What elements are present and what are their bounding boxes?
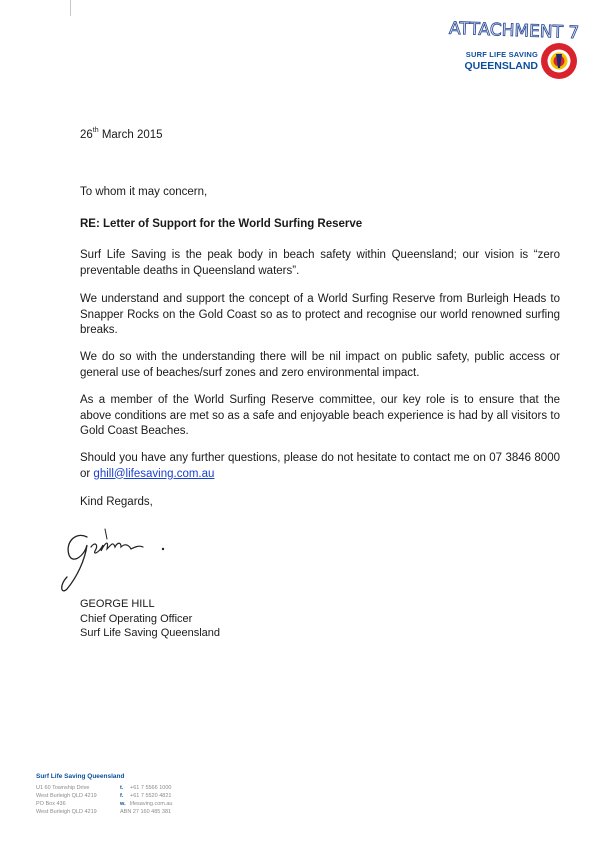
- website: lifesaving.com.au: [130, 801, 173, 807]
- address-line: West Burleigh QLD 4219: [36, 793, 97, 799]
- logo-wordmark: [450, 50, 538, 72]
- letterhead-footer: [36, 773, 236, 816]
- org-logo: [450, 42, 580, 82]
- web-label: w.: [120, 801, 126, 807]
- paragraph-support: We understand and support the concept of a World Surfing Reserve from Burleigh Heads to Snapper Rocks on the Gold Coast so as to protect and recognise our world renowned surfing breaks.: [80, 293, 560, 336]
- paragraph-contact: [80, 451, 560, 482]
- logo-line-2: QUEENSLAND: [464, 60, 538, 72]
- salutation: To whom it may concern,: [80, 186, 208, 198]
- signer-organisation: Surf Life Saving Queensland: [80, 627, 221, 639]
- footer-address: [36, 784, 120, 816]
- fax-number: +61 7 5520 4821: [130, 793, 172, 799]
- address-line: PO Box 436: [36, 801, 66, 807]
- paragraph-committee: As a member of the World Surfing Reserve committee, our key role is to ensure that the above conditions are met so as a safe and enjoyable beach experience is had by all visitors to Gold Coast Beaches.: [80, 394, 560, 437]
- signature-block: [80, 597, 220, 641]
- scan-artifact: [70, 0, 71, 16]
- footer-contacts: [120, 784, 173, 816]
- paragraph-vision: Surf Life Saving is the peak body in beach safety within Queensland; our vision is “zero preventable deaths in Queensland waters”.: [80, 249, 560, 277]
- fax-label: f.: [120, 793, 124, 799]
- phone-label: t.: [120, 785, 124, 791]
- date-day: 26: [80, 128, 93, 141]
- closing: Kind Regards,: [80, 496, 153, 508]
- handwritten-signature: [55, 515, 195, 600]
- footer-org-name: Surf Life Saving Queensland: [36, 773, 125, 780]
- subject-line: RE: Letter of Support for the World Surfing Reserve: [80, 218, 363, 230]
- address-line: U1 60 Township Drive: [36, 785, 90, 791]
- letter-date: [80, 128, 163, 141]
- signer-name: GEORGE HILL: [80, 598, 155, 610]
- paragraph-impact: We do so with the understanding there will be nil impact on public safety, public access or general use of beaches/surf zones and zero environmental impact.: [80, 351, 560, 379]
- email-link[interactable]: ghill@lifesaving.com.au: [93, 467, 215, 480]
- abn-number: ABN 27 160 485 381: [120, 809, 172, 815]
- logo-line-1: SURF LIFE SAVING: [465, 50, 538, 59]
- date-suffix: th: [92, 127, 99, 134]
- date-month-year: March 2015: [98, 128, 163, 141]
- contact-text: Should you have any further questions, please do not hesitate to contact me on 07 3846 8000 or: [80, 452, 560, 480]
- lifesaver-badge-icon: [540, 42, 578, 80]
- annotation-text: ATTACHMENT 7: [448, 18, 580, 44]
- address-line: West Burleigh QLD 4219: [36, 809, 97, 815]
- signer-title: Chief Operating Officer: [80, 612, 193, 625]
- phone-number: +61 7 5566 1000: [130, 785, 172, 791]
